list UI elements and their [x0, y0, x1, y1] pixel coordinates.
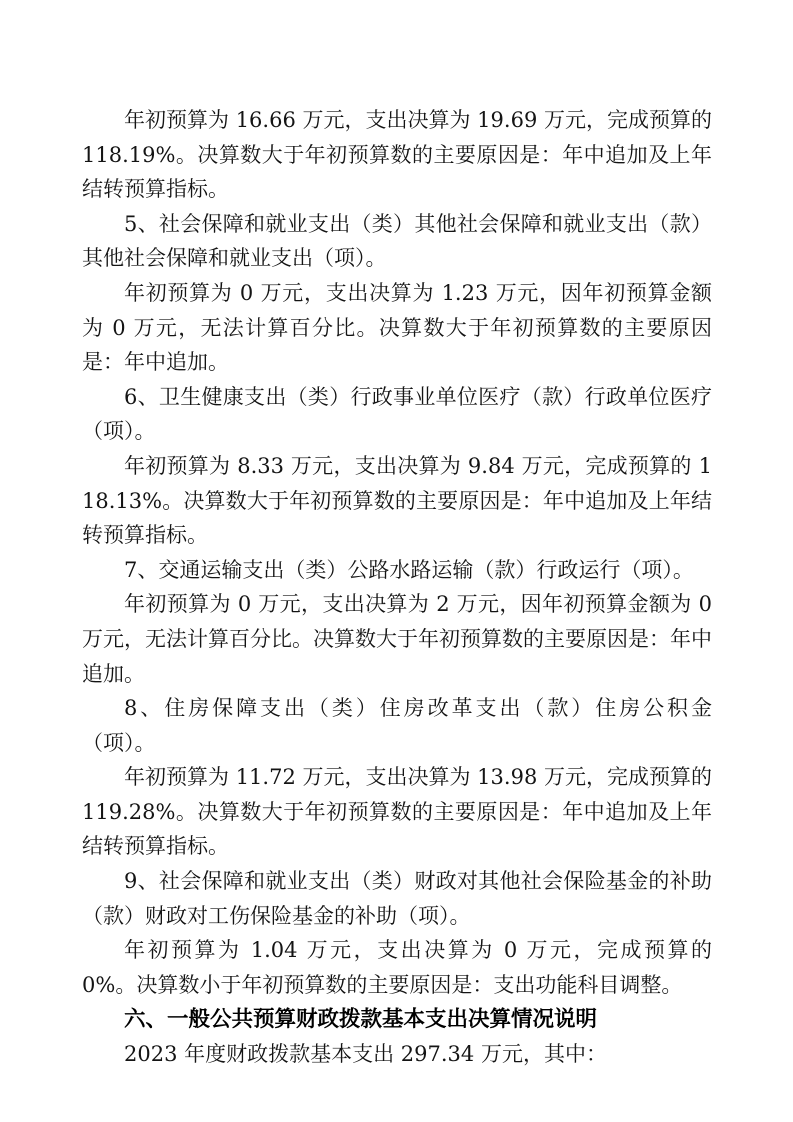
paragraph-2023-basic-expenditure: 2023 年度财政拨款基本支出 297.34 万元，其中：	[124, 1042, 607, 1067]
paragraph-item-5-title: 5、社会保障和就业支出（类）其他社会保障和就业支出（款）其他社会保障和就业支出（项）。	[82, 211, 712, 271]
paragraph-item-8-title: 8、住房保障支出（类）住房改革支出（款）住房公积金（项）。	[82, 696, 712, 755]
paragraph-item-9-detail: 年初预算为 1.04 万元，支出决算为 0 万元，完成预算的 0%。决算数小于年初预算数的主要原因是：支出功能科目调整。	[82, 938, 712, 997]
paragraph-item-7-detail: 年初预算为 0 万元，支出决算为 2 万元，因年初预算金额为 0 万元，无法计算百分比。决算数大于年初预算数的主要原因是：年中追加。	[82, 592, 712, 686]
paragraph-item-9-title: 9、社会保障和就业支出（类）财政对其他社会保险基金的补助（款）财政对工伤保险基金的补助（项）。	[82, 869, 712, 928]
paragraph-item-7-title: 7、交通运输支出（类）公路水路运输（款）行政运行（项）。	[124, 557, 694, 582]
paragraph-item-6-title: 6、卫生健康支出（类）行政事业单位医疗（款）行政单位医疗（项）。	[82, 384, 712, 444]
paragraph-budget-16-66: 年初预算为 16.66 万元，支出决算为 19.69 万元，完成预算的 118.19%。决算数大于年初预算数的主要原因是：年中追加及上年结转预算指标。	[82, 108, 712, 202]
paragraph-item-6-detail: 年初预算为 8.33 万元，支出决算为 9.84 万元，完成预算的 118.13%。决算数大于年初预算数的主要原因是：年中追加及上年结转预算指标。	[82, 453, 712, 548]
document-body	[82, 103, 712, 1072]
section-heading-six: 六、一般公共预算财政拨款基本支出决算情况说明	[124, 1007, 598, 1032]
paragraph-item-8-detail: 年初预算为 11.72 万元，支出决算为 13.98 万元，完成预算的 119.28%。决算数大于年初预算数的主要原因是：年中追加及上年结转预算指标。	[82, 765, 712, 859]
paragraph-item-5-detail: 年初预算为 0 万元，支出决算为 1.23 万元，因年初预算金额为 0 万元，无法计算百分比。决算数大于年初预算数的主要原因是：年中追加。	[82, 280, 712, 375]
